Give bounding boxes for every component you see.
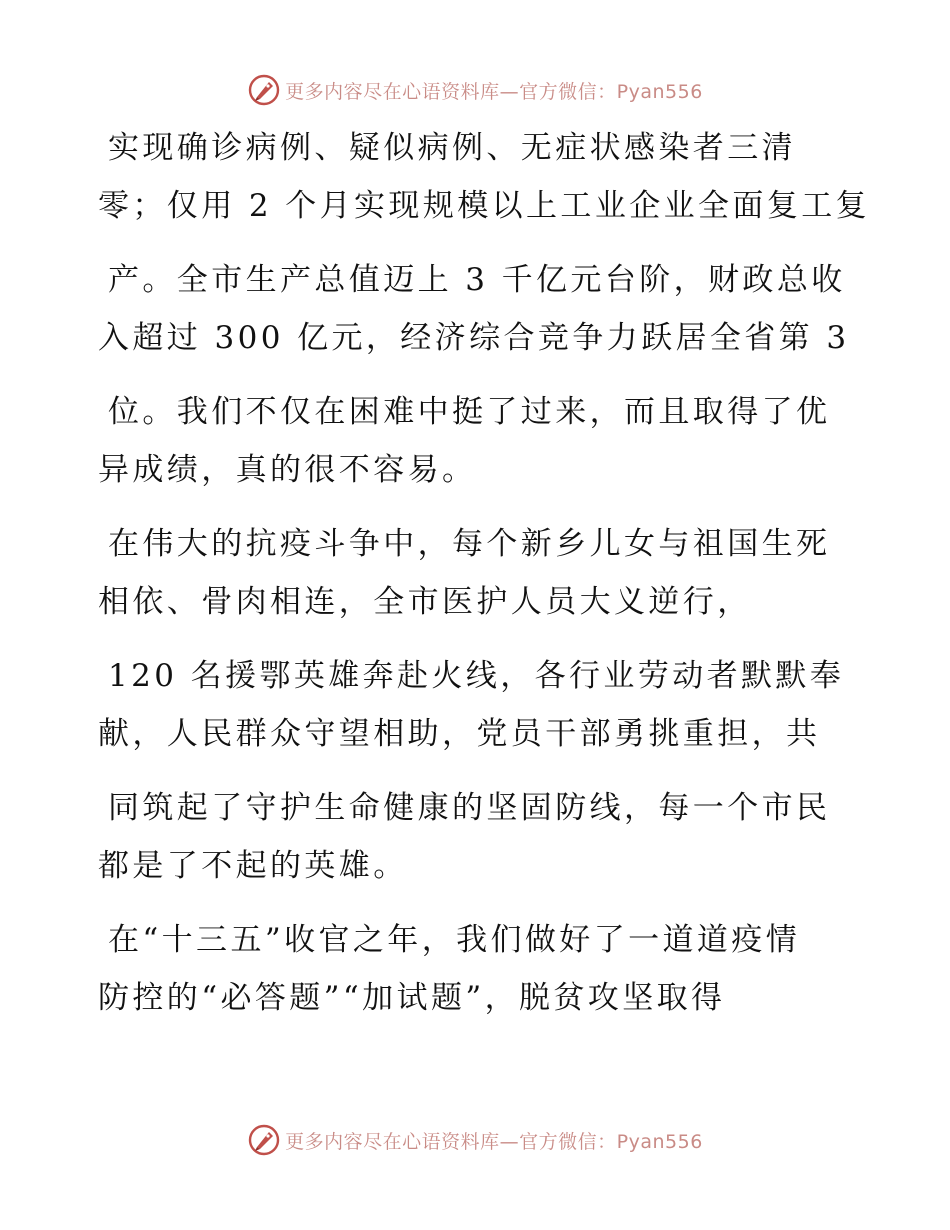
text-line: 实现确诊病例、疑似病例、无症状感染者三清	[108, 130, 796, 166]
watermark-text: 更多内容尽在心语资料库—官方微信：Pyan556	[285, 1130, 703, 1153]
text-line: 产。全市生产总值迈上 3 千亿元台阶，财政总收	[108, 262, 846, 298]
text-line: 120 名援鄂英雄奔赴火线，各行业劳动者默默奉	[108, 658, 845, 694]
text-line: 都是了不起的英雄。	[98, 848, 408, 884]
text-line: 在“十三五”收官之年，我们做好了一道道疫情	[108, 922, 801, 958]
text-line: 防控的“必答题”“加试题”，脱贫攻坚取得	[98, 980, 726, 1016]
text-line: 相依、骨肉相连，全市医护人员大义逆行，	[98, 584, 752, 620]
pen-nib-logo-icon	[247, 1123, 281, 1157]
footer-watermark	[0, 1120, 950, 1160]
text-line: 入超过 300 亿元，经济综合竞争力跃居全省第 3	[98, 320, 850, 356]
text-line: 零；仅用 2 个月实现规模以上工业企业全面复工复	[98, 188, 871, 224]
text-line: 异成绩，真的很不容易。	[98, 452, 477, 488]
watermark-text: 更多内容尽在心语资料库—官方微信：Pyan556	[285, 80, 703, 103]
text-line: 同筑起了守护生命健康的坚固防线，每一个市民	[108, 790, 831, 826]
text-line: 在伟大的抗疫斗争中，每个新乡儿女与祖国生死	[108, 526, 831, 562]
text-line: 位。我们不仅在困难中挺了过来，而且取得了优	[108, 394, 831, 430]
text-line: 献，人民群众守望相助，党员干部勇挑重担，共	[98, 716, 821, 752]
